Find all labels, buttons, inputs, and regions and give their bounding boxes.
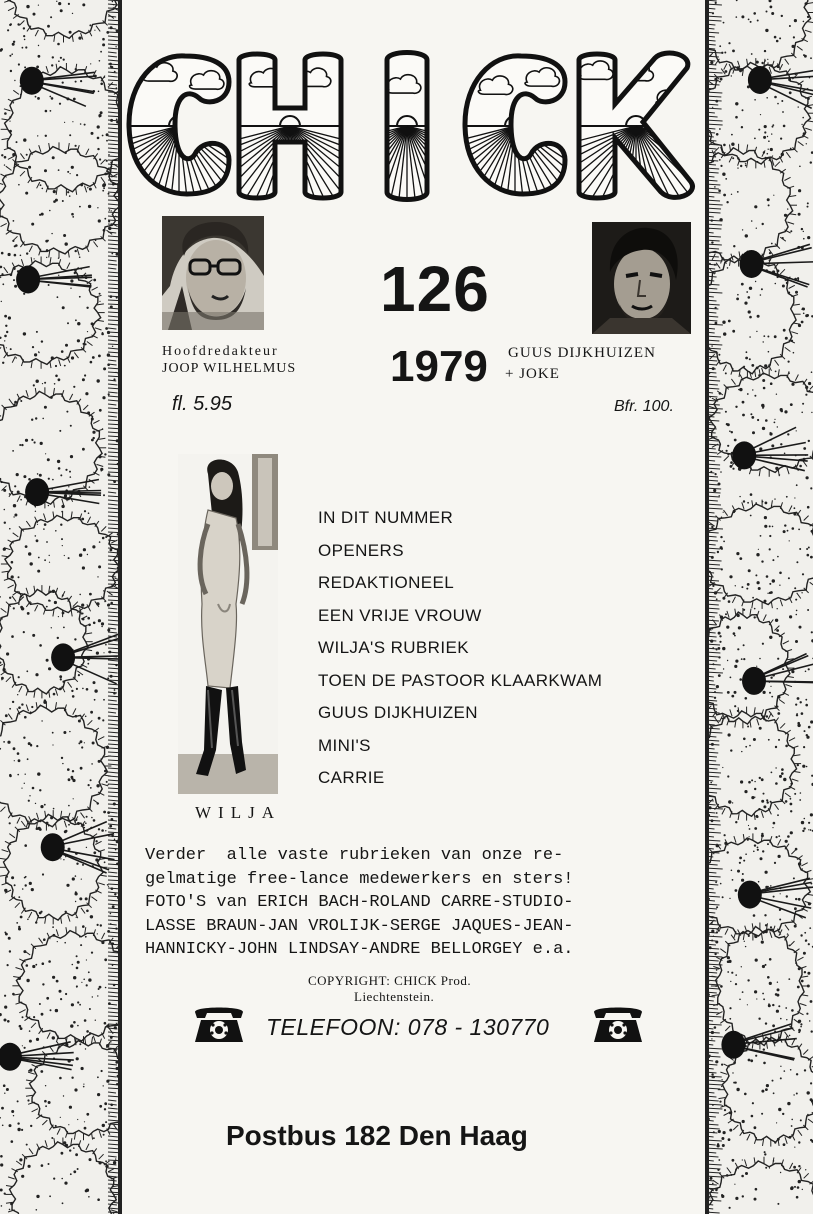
contents-item: TOEN DE PASTOOR KLAARKWAM bbox=[318, 670, 603, 690]
credits-line: HANNICKY-JOHN LINDSAY-ANDRE BELLORGEY e.a. bbox=[145, 940, 574, 959]
contributor-extra: + JOKE bbox=[505, 366, 560, 382]
rotary-telephone-icon bbox=[191, 1004, 247, 1044]
contents-item: EEN VRIJE VROUW bbox=[318, 605, 482, 625]
credits-line: FOTO'S van ERICH BACH-ROLAND CARRE-STUDIO- bbox=[145, 893, 574, 912]
credits-paragraph bbox=[145, 844, 685, 962]
editor-role: Hoofdredakteur bbox=[162, 344, 279, 359]
contents-item: CARRIE bbox=[318, 768, 385, 787]
wilja-photo bbox=[178, 454, 278, 794]
contributor-name: GUUS DIJKHUIZEN bbox=[508, 345, 656, 361]
right-tree-border bbox=[705, 0, 813, 1214]
issue-year: 1979 bbox=[390, 342, 488, 391]
contents-list bbox=[318, 508, 602, 801]
price-netherlands: fl. 5.95 bbox=[172, 393, 233, 415]
model-caption: WILJA bbox=[195, 803, 281, 822]
left-tree-border bbox=[0, 0, 122, 1214]
copyright-location: Liechtenstein. bbox=[354, 989, 435, 1004]
credits-line: gelmatige free-lance medewerkers en sters! bbox=[145, 869, 574, 889]
editor-name: JOOP WILHELMUS bbox=[162, 361, 297, 376]
contents-item: MINI'S bbox=[318, 735, 371, 755]
credits-line: LASSE BRAUN-JAN VROLIJK-SERGE JAQUES-JEAN- bbox=[145, 916, 574, 936]
credits-line: Verder alle vaste rubrieken van onze re- bbox=[145, 846, 564, 865]
chick-logo bbox=[125, 42, 700, 207]
guus-dijkhuizen-photo bbox=[592, 222, 691, 334]
price-belgium: Bfr. 100. bbox=[614, 398, 674, 415]
issue-number: 126 bbox=[380, 253, 490, 325]
editor-photo bbox=[162, 216, 264, 330]
contents-item: IN DIT NUMMER bbox=[318, 508, 454, 527]
copyright-line: COPYRIGHT: CHICK Prod. bbox=[308, 973, 472, 988]
telephone-number: TELEFOON: 078 - 130770 bbox=[266, 1014, 550, 1040]
contents-item: GUUS DIJKHUIZEN bbox=[318, 703, 478, 722]
right-border-edge bbox=[705, 0, 709, 1214]
contents-item: REDAKTIONEEL bbox=[318, 573, 455, 592]
rotary-telephone-icon bbox=[590, 1004, 646, 1044]
contents-item: WILJA'S RUBRIEK bbox=[318, 638, 469, 657]
contents-item: OPENERS bbox=[318, 540, 404, 560]
postal-address: Postbus 182 Den Haag bbox=[226, 1120, 528, 1151]
